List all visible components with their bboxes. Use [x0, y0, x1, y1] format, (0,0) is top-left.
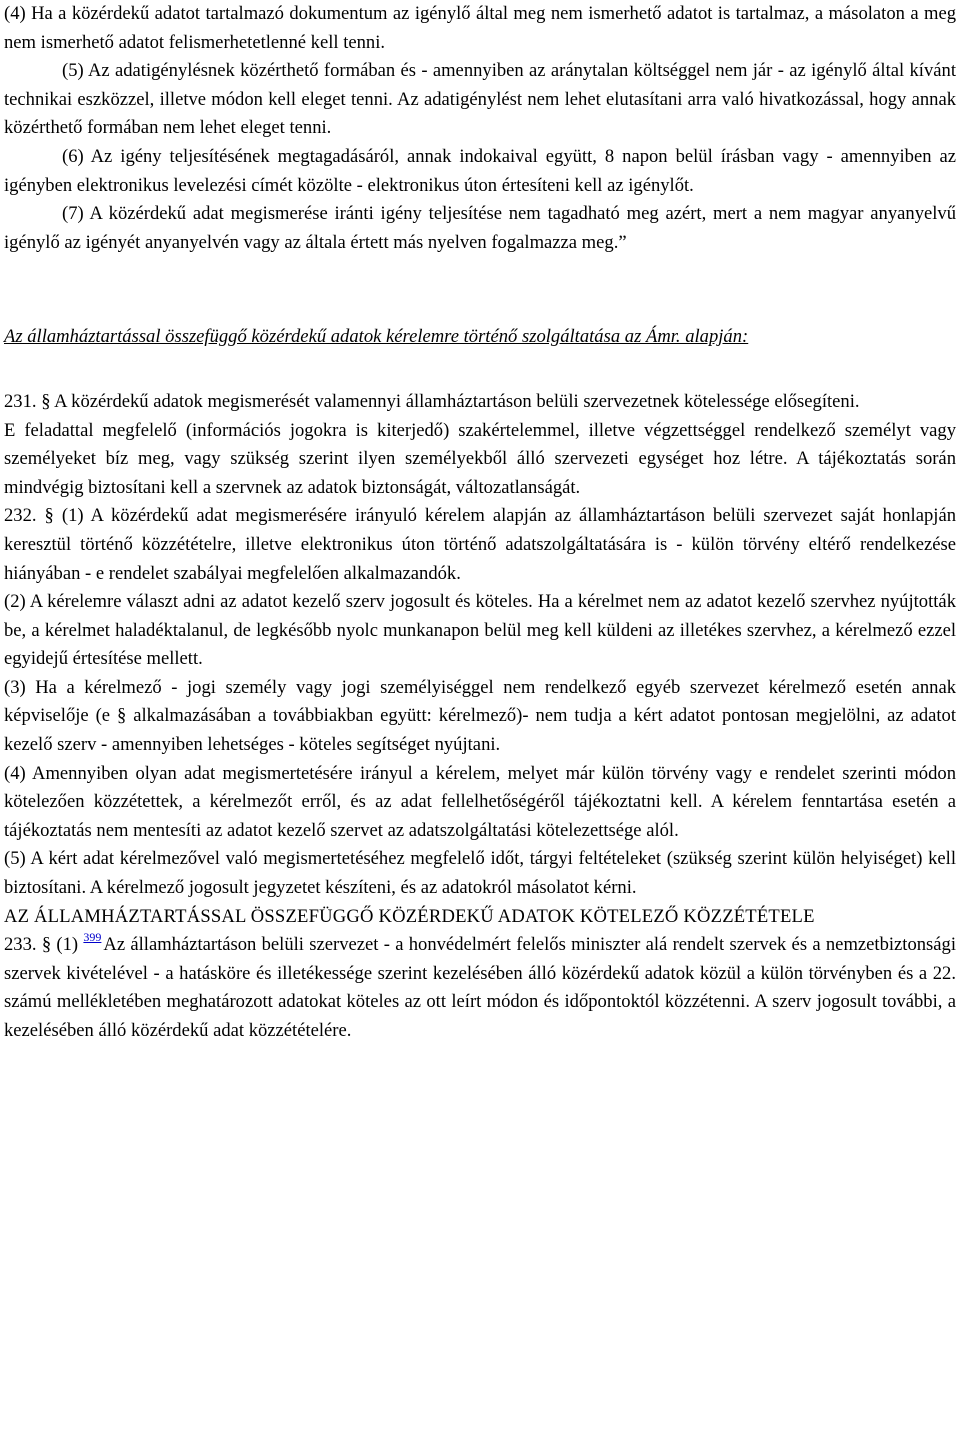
footnote-link[interactable]: 399 [83, 930, 102, 945]
paragraph-7: (7) A közérdekű adat megismerése iránti igény teljesítése nem tagadható meg azért, mert a nem magyar anyanyelvű igénylő az igényét anyanyelvén vagy az általa értett más nyelven fogalmazza meg.” [4, 203, 956, 253]
section-231-para-1: 231. § A közérdekű adatok megismerését valamennyi államháztartáson belüli szervezetnek kötelessége elősegíteni. [4, 390, 860, 412]
section-232-para-5: (5) A kért adat kérelmezővel való megismertetéséhez megfelelő időt, tárgyi feltételeket (szükség szerint külön helyiséget) kell biztosítani. A kérelmező jogosult jegyzetet készíteni, és az adatokról másolatot kérni. [4, 848, 956, 899]
section-232-para-3: (3) Ha a kérelmező - jogi személy vagy jogi személyiséggel nem rendelkező egyéb szervezet kérelmező esetén annak képviselője (e § alkalmazásában a továbbiakban együtt: kérelmező)- nem tudja a kért adatot pontosan megjelölni, az adatot kezelő szerv - amennyiben lehetséges - köteles segítséget nyújtani. [4, 676, 956, 756]
section-232-para-2: (2) A kérelemre választ adni az adatot kezelő szerv jogosult és köteles. Ha a kérelmet nem az adatot kezelő szervhez nyújtották be, a kérelmet haladéktalanul, de legkésőbb nyolc munkanapon belül meg kell küldeni az illetékes szervhez, a kérelmező ezzel egyidejű értesítése mellett. [4, 591, 956, 670]
paragraph-6: (6) Az igény teljesítésének megtagadásáról, annak indokaival együtt, 8 napon belül írásban vagy - amennyiben az igényben elektronikus levelezési címét közölte - elektronikus úton értesíteni kell az igénylőt. [4, 145, 956, 196]
paragraph-5: (5) Az adatigénylésnek közérthető formában és - amennyiben az aránytalan költséggel nem jár - az igénylő által kívánt technikai eszközzel, illetve módon kell eleget tenni. Az adatigénylést nem lehet elutasítani arra való hivatkozással, hogy annak közérthető formában nem lehet eleget tenni. [4, 60, 956, 139]
section-233-text: Az államháztartáson belüli szervezet - a honvédelmért felelős miniszter alá rendelt szervek és a nemzetbiztonsági szervek kivételével - a hatásköre és illetékessége szerint kezelésében álló közérdekű adatok közül a külön törvényben és a 22. számú mellékletében meghatározott adatokat köteles az ott leírt módon és időpontoktól közzétenni. A szerv jogosult további, a kezelésében álló közérdekű adat közzétételére. [4, 934, 956, 1041]
section-heading-italic: Az államháztartással összefüggő közérdekű adatok kérelemre történő szolgáltatása az Ámr. alapján: [4, 326, 749, 348]
caps-heading: AZ ÁLLAMHÁZTARTÁSSAL ÖSSZEFÜGGŐ KÖZÉRDEKŰ ADATOK KÖTELEZŐ KÖZZÉTÉTELE [4, 905, 815, 927]
section-233-para-1 [4, 931, 956, 1045]
section-233-prefix: 233. § (1) [4, 934, 84, 956]
paragraph-4: (4) Ha a közérdekű adatot tartalmazó dokumentum az igénylő által meg nem ismerhető adatot is tartalmaz, a másolaton a meg nem ismerhető adatot felismerhetetlenné kell tenni. [4, 3, 956, 53]
section-232-para-1: 232. § (1) A közérdekű adat megismerésére irányuló kérelem alapján az államháztartáson belüli szervezet saját honlapján keresztül történő közzétételre, illetve elektronikus úton történő adatszolgáltatására is - külön törvény eltérő rendelkezése hiányában - e rendelet szabályai megfelelően alkalmazandók. [4, 505, 956, 584]
section-232-para-4: (4) Amennyiben olyan adat megismertetésére irányul a kérelem, melyet már külön törvény vagy e rendelet szerinti módon kötelezően közzétettek, a kérelmezőt erről, és az adat fellelhetőségéről tájékoztatni kell. A kérelem fenntartása esetén a tájékoztatás nem mentesíti az adatot kezelő szervet az adatszolgáltatási kötelezettsége alól. [4, 762, 956, 841]
section-231-para-2: E feladattal megfelelő (információs jogokra is kiterjedő) szakértelemmel, illetve végzettséggel rendelkező személyt vagy személyeket bíz meg, vagy szükség szerint ilyen személyekből álló szervezeti egységet hoz létre. A tájékoztatás során mindvégig biztosítani kell a szervnek az adatok biztonságát, változatlanságát. [4, 419, 956, 498]
